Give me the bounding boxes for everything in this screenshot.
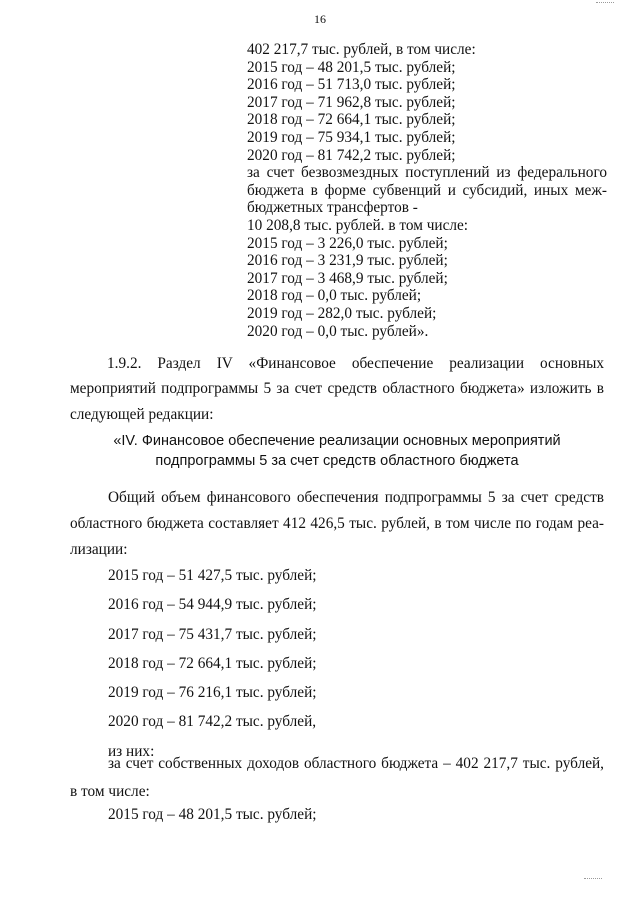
text-line: 2019 год – 282,0 тыс. рублей;	[247, 304, 437, 322]
text-line: 2016 год – 3 231,9 тыс. рублей;	[247, 252, 448, 270]
scan-mark-top	[596, 2, 614, 5]
total-funding-paragraph	[70, 485, 604, 563]
heading-line: «IV. Финансовое обеспечение реализации основных мероприятий	[113, 433, 561, 449]
text-line: 2020 год – 0,0 тыс. рублей».	[247, 322, 429, 340]
section-heading	[70, 432, 604, 471]
funding-breakdown-continued	[247, 41, 607, 340]
text-line: 2020 год – 81 742,2 тыс. рублей;	[247, 146, 456, 164]
text-line: следующей редакции:	[70, 405, 214, 423]
text-line: за счет безвозмездных поступлений из федерального	[247, 164, 607, 182]
text-line: 2019 год – 75 934,1 тыс. рублей;	[247, 128, 456, 146]
list-item: 2019 год – 76 216,1 тыс. рублей;	[108, 684, 317, 702]
text-line: бюджетных трансфертов -	[247, 199, 418, 217]
list-item: 2020 год – 81 742,2 тыс. рублей,	[108, 713, 317, 731]
text-line: мероприятий подпрограммы 5 за счет средств областного бюджета» изложить в	[70, 380, 604, 398]
list-item: 2017 год – 75 431,7 тыс. рублей;	[108, 625, 317, 643]
list-item: 2016 год – 54 944,9 тыс. рублей;	[108, 596, 317, 614]
text-line: 2017 год – 3 468,9 тыс. рублей;	[247, 269, 448, 287]
heading-line: подпрограммы 5 за счет средств областного бюджета	[155, 452, 519, 469]
list-item: 2015 год – 51 427,5 тыс. рублей;	[108, 567, 317, 584]
scan-mark-bottom	[584, 878, 602, 881]
text-line: 2015 год – 3 226,0 тыс. рублей;	[247, 234, 448, 252]
list-item: 2018 год – 72 664,1 тыс. рублей;	[108, 654, 317, 672]
text-line: 2015 год – 48 201,5 тыс. рублей;	[247, 58, 456, 76]
text-line: Общий объем финансового обеспечения подпрограммы 5 за счет средств	[108, 489, 604, 506]
list-item: из них:	[108, 742, 155, 760]
text-line: лизации:	[70, 541, 128, 558]
text-line: 2018 год – 0,0 тыс. рублей;	[247, 287, 422, 305]
text-line: в том числе:	[70, 782, 150, 800]
text-line: бюджета в форме субвенций и субсидий, иных меж-	[247, 181, 607, 199]
text-line: 2017 год – 71 962,8 тыс. рублей;	[247, 93, 456, 111]
text-line: за счет собственных доходов областного бюджета – 402 217,7 тыс. рублей,	[108, 755, 604, 772]
amendment-paragraph-1-9-2	[70, 351, 604, 427]
own-income-paragraph	[70, 750, 604, 805]
text-line: 402 217,7 тыс. рублей, в том числе:	[247, 41, 476, 58]
text-line: 2018 год – 72 664,1 тыс. рублей;	[247, 111, 456, 129]
text-line: 10 208,8 тыс. рублей. в том числе:	[247, 216, 469, 234]
text-line: 1.9.2. Раздел IV «Финансовое обеспечение реализации основных	[107, 355, 604, 372]
text-line: 2016 год – 51 713,0 тыс. рублей;	[247, 76, 456, 94]
page-number: 16	[314, 12, 326, 26]
funding-by-year-list	[108, 561, 608, 766]
text-line: областного бюджета составляет 412 426,5 тыс. рублей, в том числе по годам реа-	[70, 515, 604, 532]
list-item: 2015 год – 48 201,5 тыс. рублей;	[108, 806, 317, 823]
